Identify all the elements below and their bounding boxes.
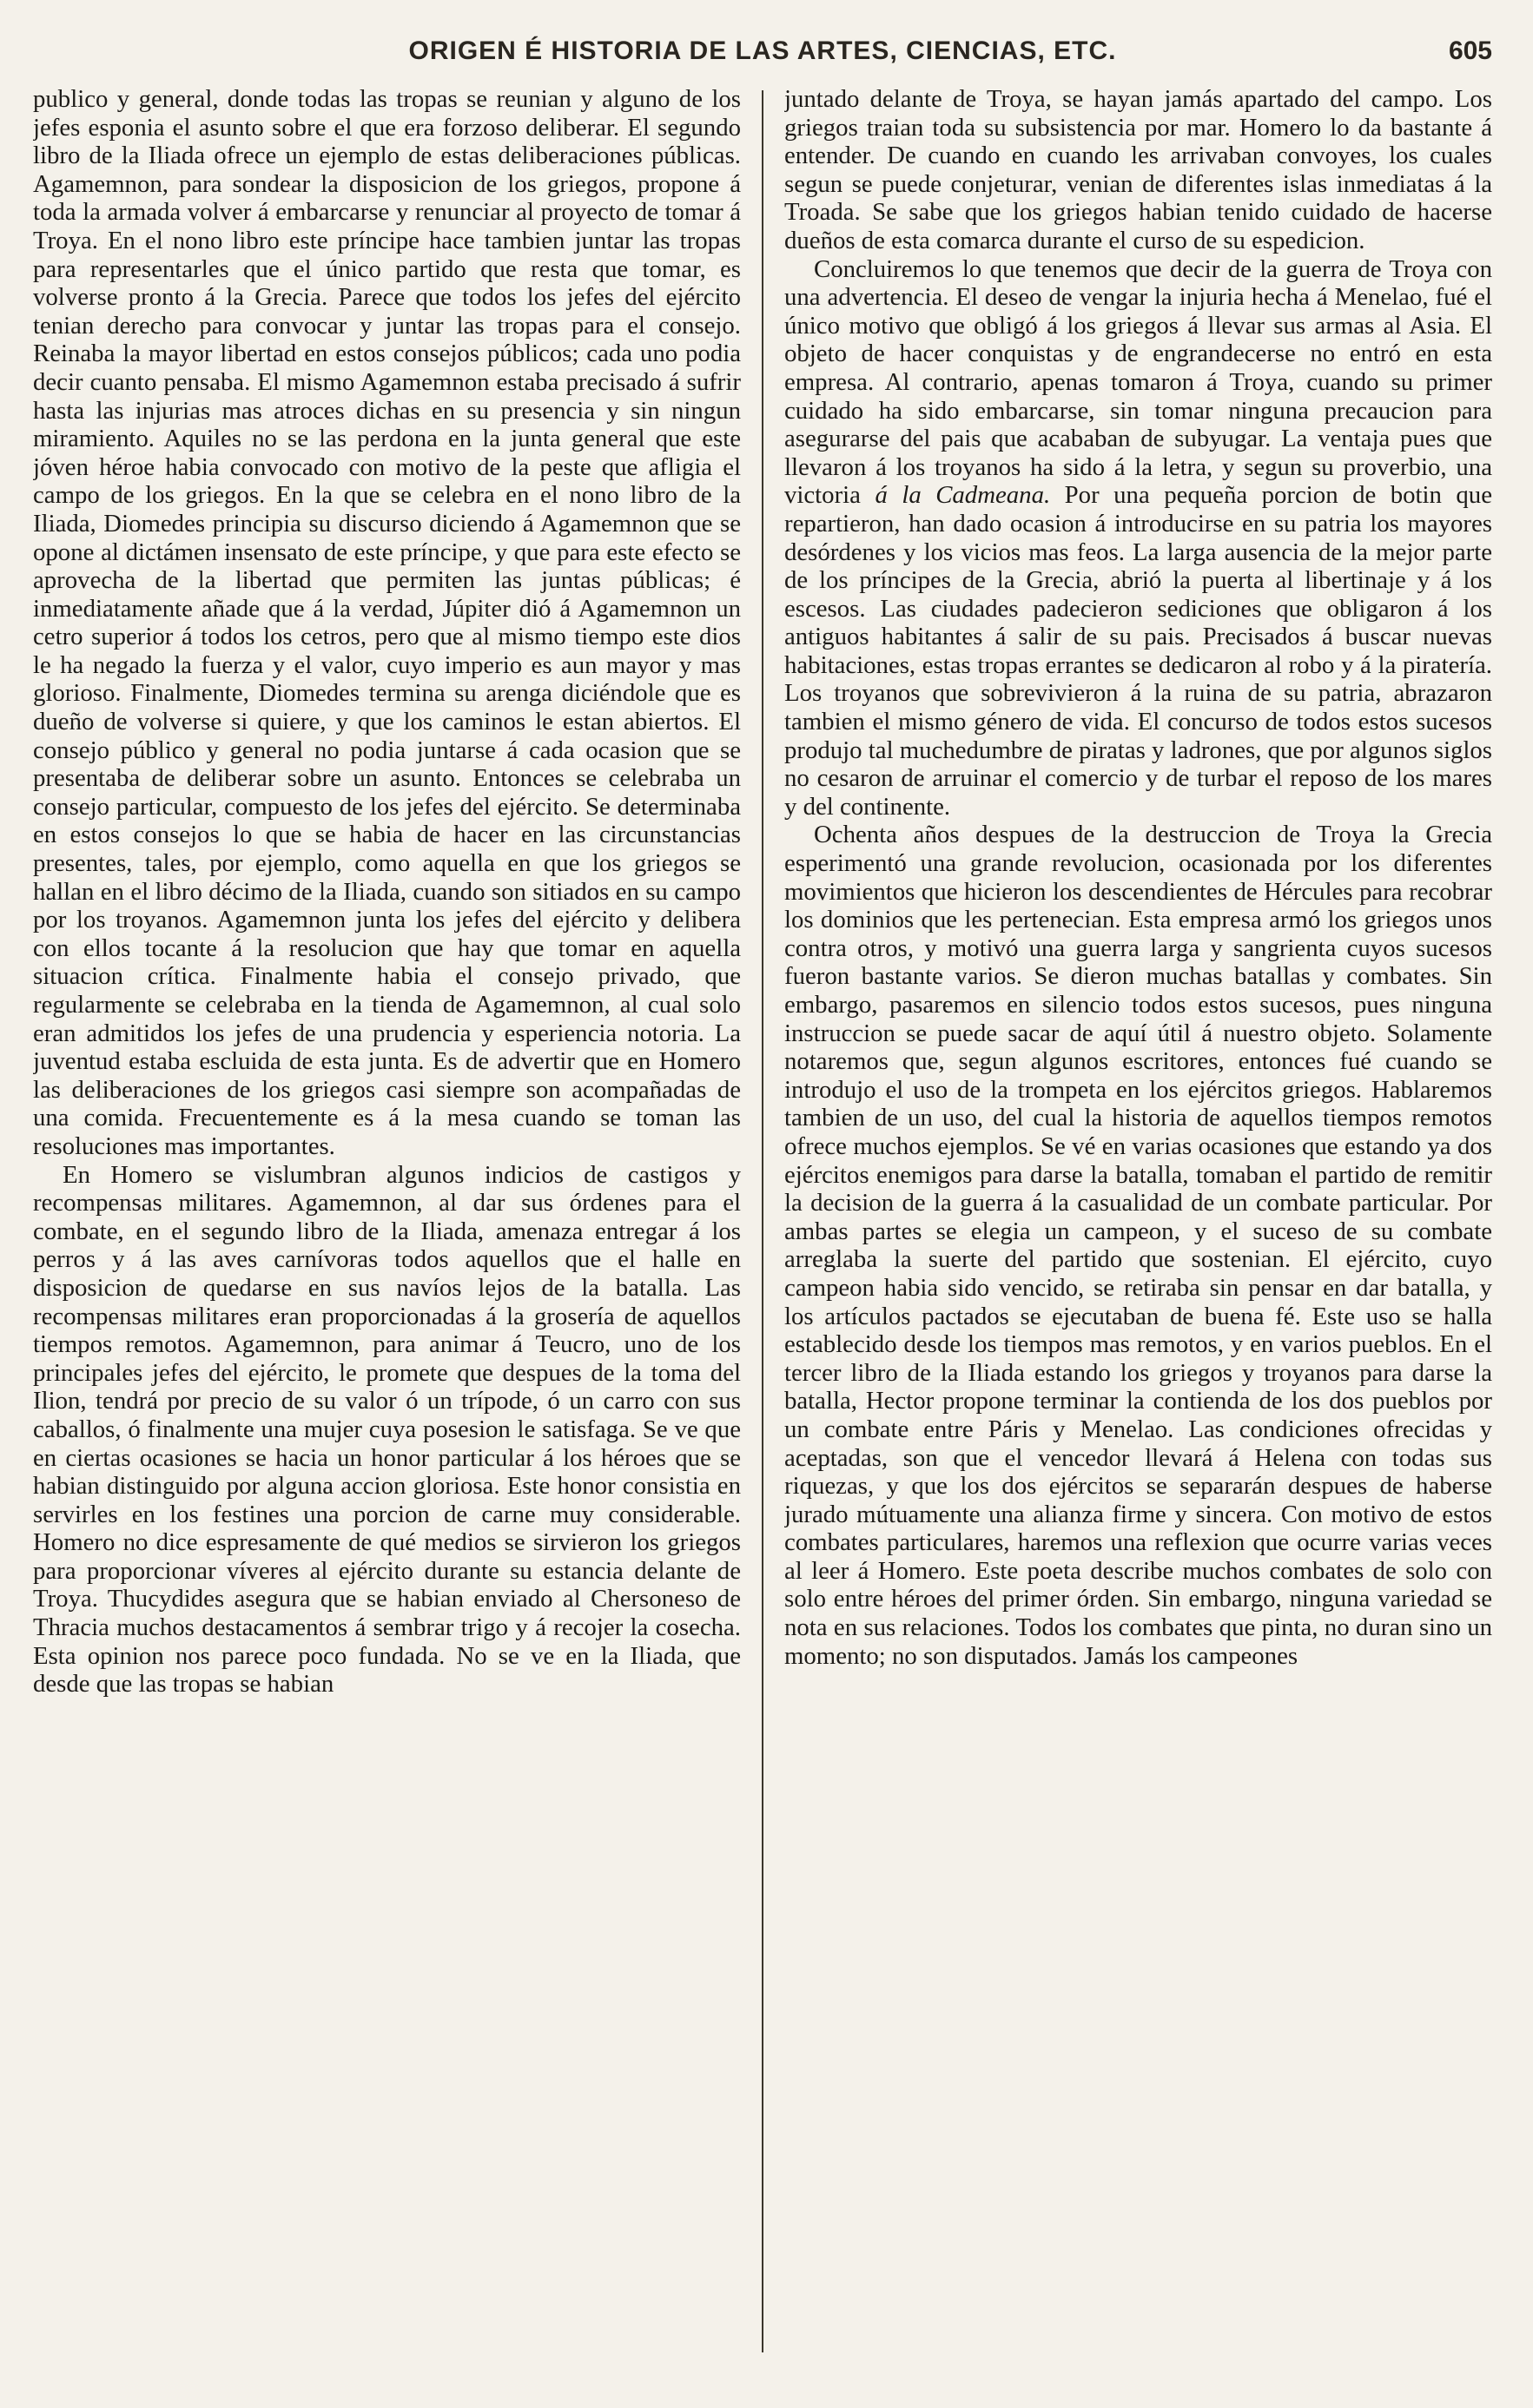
paragraph-text: Concluiremos lo que tenemos que decir de la guerra de Troya con una advertencia. El deseo de vengar la injuria hecha á Menelao, fué el único motivo que obligó á los griegos á llevar sus armas al Asia. El objeto de hacer conquistas y de engrandecerse no entró en esta empresa. Al contrario, apenas tomaron á Troya, cuando su primer cuidado ha sido embarcarse, sin tomar ninguna precaucion para asegurarse del pais que acababan de subyugar. La ventaja pues que llevaron á los troyanos ha sido á la letra, y segun su proverbio, una victoria <box>784 254 1492 510</box>
page-number: 605 <box>1448 36 1492 65</box>
paragraph: Ochenta años despues de la destruccion de Troya la Grecia esperimentó una grande revolucion, ocasionada por los diferentes movimientos que hicieron los descendientes de Hércules para recobrar los dominios que les pertenecian. Esta empresa armó los griegos unos contra otros, y motivó una guerra larga y sangrienta cuyos sucesos fueron bastante varios. Se dieron muchas batallas y combates. Sin embargo, pasaremos en silencio todos estos sucesos, pues ninguna instruccion se puede sacar de aquí útil á nuestro objeto. Solamente notaremos que, segun algunos escritores, entonces fué cuando se introdujo el uso de la trompeta en los ejércitos griegos. Hablaremos tambien de un uso, del cual la historia de aquellos tiempos remotos ofrece muchos ejemplos. Se vé en varias ocasiones que estando ya dos ejércitos enemigos para darse la batalla, tomaban el partido de remitir la decision de la guerra á la casualidad de un combate particular. Por ambas partes se elegia un campeon, y el suceso de su combate arreglaba la suerte del partido que sostenian. El ejército, cuyo campeon habia sido vencido, se retiraba sin pensar en dar batalla, y los artículos pactados se ejecutaban de buena fé. Este uso se halla establecido desde los tiempos mas remotos, y en varios pueblos. En el tercer libro de la Iliada estando los griegos y troyanos para darse la batalla, Hector propone terminar la contienda de los dos pueblos por un combate entre Páris y Menelao. Las condiciones ofrecidas y aceptadas, son que el vencedor llevará á Helena con todas sus riquezas, y que los dos ejércitos se separarán despues de haberse jurado mútuamente una alianza firme y sincera. Con motivo de estos combates particulares, haremos una reflexion que ocurre varias veces al leer á Homero. Este poeta describe muchos combates de solo con solo entre héroes del primer órden. Sin embargo, ninguna variedad se nota en sus relaciones. Todos los combates que pinta, no duran sino un momento; no son disputados. Jamás los campeones <box>784 821 1492 1670</box>
right-column <box>784 85 1492 2369</box>
paragraph <box>784 255 1492 821</box>
left-column <box>33 85 741 2369</box>
paragraph: publico y general, donde todas las tropas se reunian y alguno de los jefes esponia el asunto sobre el que era forzoso deliberar. El segundo libro de la Iliada ofrece un ejemplo de estas deliberaciones públicas. Agamemnon, para sondear la disposicion de los griegos, propone á toda la armada volver á embarcarse y renunciar al proyecto de tomar á Troya. En el nono libro este príncipe hace tambien juntar las tropas para representarles que el único partido que resta que tomar, es volverse pronto á la Grecia. Parece que todos los jefes del ejército tenian derecho para convocar y juntar las tropas para el consejo. Reinaba la mayor libertad en estos consejos públicos; cada uno podia decir cuanto pensaba. El mismo Agamemnon estaba precisado á sufrir hasta las injurias mas atroces dichas en su presencia y sin ningun miramiento. Aquiles no se las perdona en la junta general que este jóven héroe habia convocado con motivo de la peste que afligia el campo de los griegos. En la que se celebra en el nono libro de la Iliada, Diomedes principia su discurso diciendo á Agamemnon que se opone al dictámen insensato de este príncipe, y que para este efecto se aprovecha de la libertad que permiten las juntas públicas; é inmediatamente añade que á la verdad, Júpiter dió á Agamemnon un cetro superior á todos los cetros, pero que al mismo tiempo este dios le ha negado la fuerza y el valor, cuyo imperio es aun mayor y mas glorioso. Finalmente, Diomedes termina su arenga diciéndole que es dueño de volverse si quiere, y que los caminos le estan abiertos. El consejo público y general no podia juntarse á cada ocasion que se presentaba de deliberar sobre un asunto. Entonces se celebraba un consejo particular, compuesto de los jefes del ejército. Se determinaba en estos consejos lo que se habia de hacer en las circunstancias presentes, tales, por ejemplo, como aquella en que los griegos se hallan en el libro décimo de la Iliada, cuando son sitiados en su campo por los troyanos. Agamemnon junta los jefes del ejército y delibera con ellos tocante á la resolucion que hay que tomar en aquella situacion crítica. Finalmente habia el consejo privado, que regularmente se celebraba en la tienda de Agamemnon, al cual solo eran admitidos los jefes de una prudencia y esperiencia notoria. La juventud estaba escluida de esta junta. Es de advertir que en Homero las deliberaciones de los griegos casi siempre son acompañadas de una comida. Frecuentemente es á la mesa cuando se toman las resoluciones mas importantes. <box>33 85 741 1160</box>
italic-phrase: á la Cadmeana. <box>875 481 1051 510</box>
two-column-body <box>33 85 1492 2369</box>
paragraph-text: Por una pequeña porcion de botin que repartieron, han dado ocasion á introducirse en su patria los mayores desórdenes y los vicios mas feos. La larga ausencia de la mejor parte de los príncipes de la Grecia, abrió la puerta al libertinaje y á los escesos. Las ciudades padecieron sediciones que obligaron á los antiguos habitantes á salir de su pais. Precisados á buscar nuevas habitaciones, estas tropas errantes se dedicaron al robo y á la piratería. Los troyanos que sobrevivieron á la ruina de su patria, abrazaron tambien el mismo género de vida. El concurso de todos estos sucesos produjo tal muchedumbre de piratas y ladrones, que por algunos siglos no cesaron de arruinar el comercio y de turbar el reposo de los mares y del continente. <box>784 481 1492 821</box>
page <box>33 33 1492 2369</box>
paragraph: juntado delante de Troya, se hayan jamás apartado del campo. Los griegos traian toda su subsistencia por mar. Homero lo da bastante á entender. De cuando en cuando les arrivaban convoyes, los cuales segun se puede conjeturar, venian de diferentes islas inmediatas á la Troada. Se sabe que los griegos habian tenido cuidado de hacerse dueños de esta comarca durante el curso de su espedicion. <box>784 85 1492 254</box>
paragraph: En Homero se vislumbran algunos indicios de castigos y recompensas militares. Agamemnon, al dar sus órdenes para el combate, en el segundo libro de la Iliada, amenaza entregar á los perros y á las aves carnívoras todos aquellos que el halle en disposicion de quedarse en sus navíos lejos de la batalla. Las recompensas militares eran proporcionadas á la grosería de aquellos tiempos remotos. Agamemnon, para animar á Teucro, uno de los principales jefes del ejército, le promete que despues de la toma del Ilion, tendrá por precio de su valor ó un trípode, ó un carro con sus caballos, ó finalmente una mujer cuya posesion le satisfaga. Se ve que en ciertas ocasiones se hacia un honor particular á los héroes que se habian distinguido por alguna accion gloriosa. Este honor consistia en servirles en los festines una porcion de carne muy considerable. Homero no dice espresamente de qué medios se sirvieron los griegos para proporcionar víveres al ejército durante su estancia delante de Troya. Thucydides asegura que se habian enviado al Chersoneso de Thracia muchos destacamentos á sembrar trigo y á recojer la cosecha. Esta opinion nos parece poco fundada. No se ve en la Iliada, que desde que las tropas se habian <box>33 1160 741 1699</box>
column-divider <box>762 90 763 2352</box>
running-head-title: ORIGEN É HISTORIA DE LAS ARTES, CIENCIAS, ETC. <box>408 36 1117 65</box>
running-head <box>33 33 1492 85</box>
